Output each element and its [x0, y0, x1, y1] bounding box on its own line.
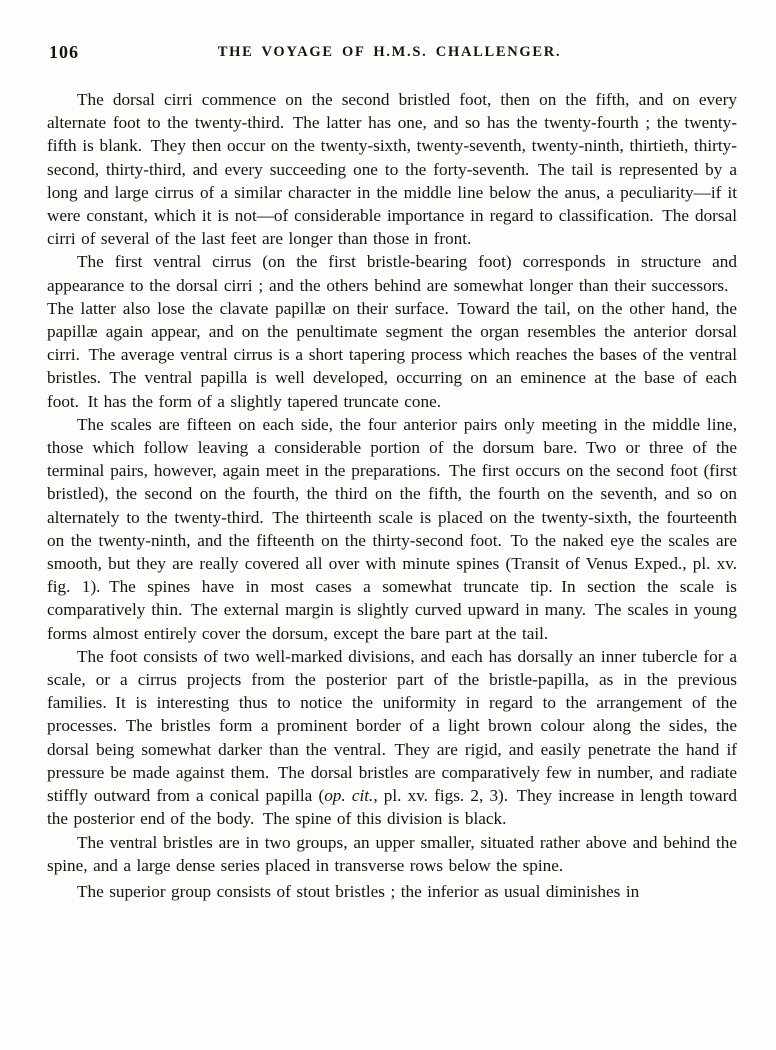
running-title: THE VOYAGE OF H.M.S. CHALLENGER.: [217, 44, 562, 60]
text-segment: , pl. xv. figs. 2, 3). They increase in length toward the posterior end of the body. The spine of this division is black.: [47, 786, 737, 829]
paragraph: [47, 250, 737, 412]
paragraph: [47, 645, 737, 831]
text-segment: The dorsal cirri commence on the second bristled foot, then on the fifth, and on every alternate foot to the twenty-third. The latter has one, and so has the twenty-fourth ; the twenty-fifth is blank. They then occur on the twenty-sixth, twenty-seventh, twenty-ninth, thirtieth, thirty-second, thirty-third, and every succeeding one to the forty-seventh. The tail is represented by a long and large cirrus of a similar character in the middle line below the anus, a peculiarity—if it were constant, which it is not—of considerable importance in regard to classification. The dorsal cirri of several of the last feet are longer than those in front.: [47, 90, 737, 249]
body-text: [47, 88, 737, 903]
page-number: 106: [49, 42, 79, 62]
text-segment: The ventral bristles are in two groups, an upper smaller, situated rather above and behind the spine, and a large dense series placed in transverse rows below the spine.: [47, 832, 737, 875]
paragraph: [47, 880, 737, 903]
paragraph: [47, 831, 737, 877]
text-segment: The superior group consists of stout bristles ; the inferior as usual diminishes in: [77, 881, 640, 901]
paragraph: [47, 413, 737, 645]
text-segment: The scales are fifteen on each side, the four anterior pairs only meeting in the middle line, those which follow leaving a considerable portion of the dorsum bare. Two or three of the terminal pairs, however, again meet in the preparations. The first occurs on the second foot (first bristled), the second on the fourth, the third on the fifth, the fourth on the seventh, and so on alternately to the twenty-third. The thirteenth scale is placed on the twenty-sixth, the fourteenth on the twenty-ninth, and the fifteenth on the thirty-second foot. To the naked eye the scales are smooth, but they are really covered all over with minute spines (Transit of Venus Exped., pl. xv. fig. 1). The spines have in most cases a somewhat truncate tip. In section the scale is comparatively thin. The external margin is slightly curved upward in many. The scales in young forms almost entirely cover the dorsum, except the bare part at the tail.: [47, 414, 737, 643]
citation-italic: op. cit.: [324, 786, 374, 806]
page-header: [47, 42, 732, 64]
text-segment: The foot consists of two well-marked divisions, and each has dorsally an inner tubercle for a scale, or a cirrus projects from the posterior part of the bristle-papilla, as in the previous families. It is interesting thus to notice the uniformity in regard to the arrangement of the processes. The bristles form a prominent border of a light brown colour along the sides, the dorsal being somewhat darker than the ventral. They are rigid, and easily penetrate the hand if pressure be made against them. The dorsal bristles are comparatively few in number, and radiate stiffly outward from a conical papilla (: [47, 646, 737, 806]
paragraph: [47, 88, 737, 250]
text-segment: The first ventral cirrus (on the first bristle-bearing foot) corresponds in structure and appearance to the dorsal cirri ; and the others behind are somewhat longer than their successors. The latter also lose the clavate papillæ on their surface. Toward the tail, on the other hand, the papillæ again appear, and on the penultimate segment the organ resembles the anterior dorsal cirri. The average ventral cirrus is a short tapering process which reaches the bases of the ventral bristles. The ventral papilla is well developed, occurring on an eminence at the base of each foot. It has the form of a slightly tapered truncate cone.: [47, 252, 737, 411]
